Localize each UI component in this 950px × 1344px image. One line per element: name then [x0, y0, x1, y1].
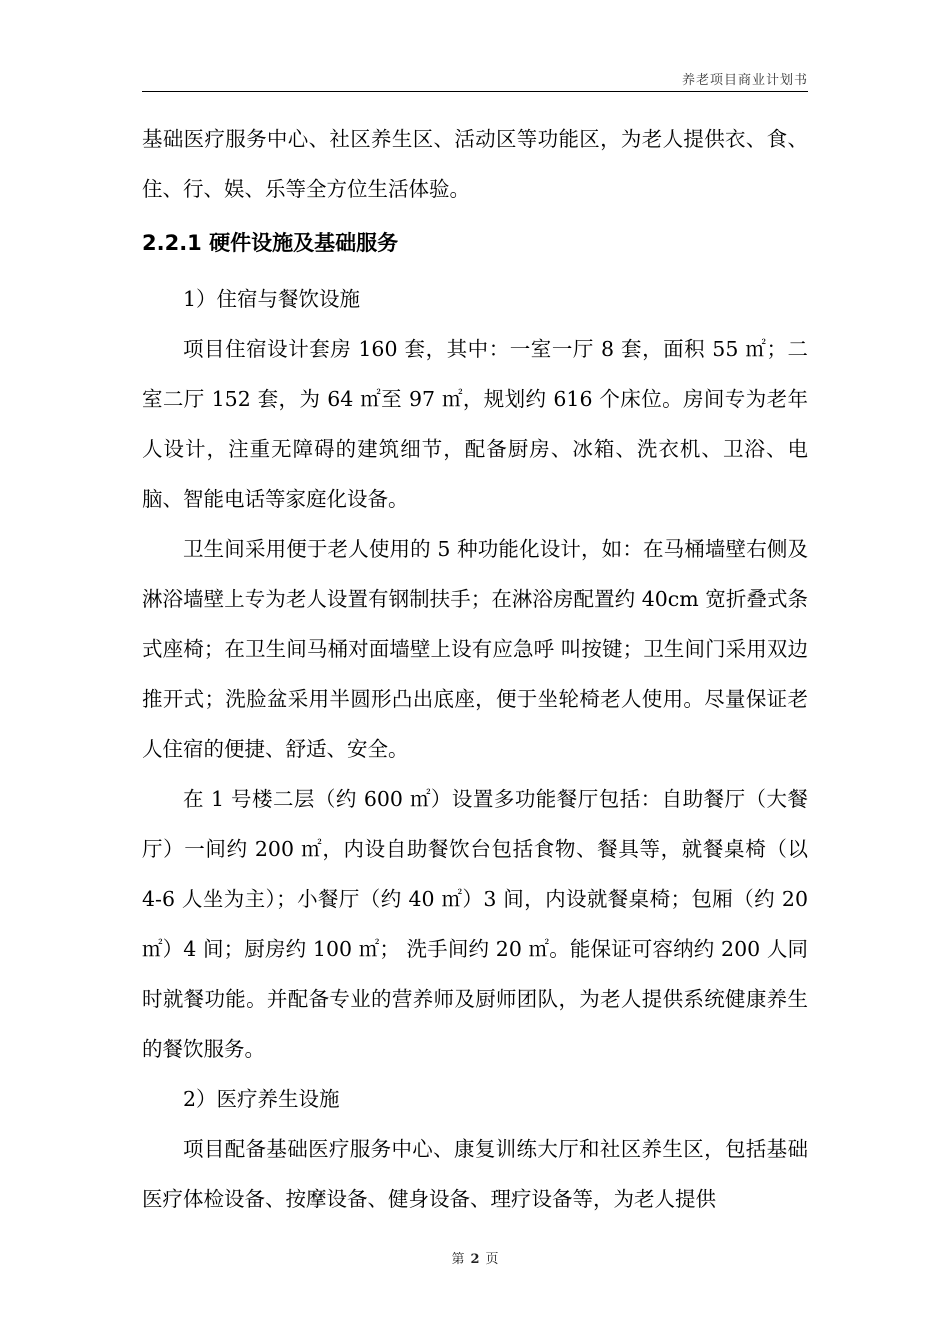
footer-suffix: 页: [485, 1252, 499, 1267]
header-divider: [142, 91, 808, 92]
paragraph-rooms: 项目住宿设计套房 160 套，其中：一室一厅 8 套，面积 55 ㎡；二室二厅 152 套，为 64 ㎡至 97 ㎡，规划约 616 个床位。房间专为老年人设计，注重无障碍的建筑细节，配备厨房、冰箱、洗衣机、卫浴、电脑、智能电话等家庭化设备。: [142, 337, 808, 511]
running-header: 养老项目商业计划书: [681, 73, 808, 88]
intro-paragraph: 基础医疗服务中心、社区养生区、活动区等功能区，为老人提供衣、食、住、行、娱、乐等全方位生活体验。: [142, 127, 808, 201]
paragraph-dining: 在 1 号楼二层（约 600 ㎡）设置多功能餐厅包括：自助餐厅（大餐厅）一间约 200 ㎡，内设自助餐饮台包括食物、餐具等，就餐桌椅（以 4-6 人坐为主）；小餐厅（约 40 ㎡）3 间，内设就餐桌椅；包厢（约 20 ㎡）4 间；厨房约 100 ㎡； 洗手间约 20 ㎡。能保证可容纳约 200 人同时就餐功能。并配备专业的营养师及厨师团队，为老人提供系统健康养生的餐饮服务。: [142, 787, 808, 1061]
section-heading: 2.2.1 硬件设施及基础服务: [142, 231, 399, 255]
paragraph-medical: 项目配备基础医疗服务中心、康复训练大厅和社区养生区，包括基础医疗体检设备、按摩设备、健身设备、理疗设备等，为老人提供: [142, 1137, 808, 1211]
footer-prefix: 第: [451, 1252, 465, 1267]
page-number: 2: [470, 1252, 480, 1267]
subheading-accommodation: 1）住宿与餐饮设施: [183, 287, 361, 311]
page-footer: [0, 1248, 950, 1267]
paragraph-bathroom: 卫生间采用便于老人使用的 5 种功能化设计，如：在马桶墙壁右侧及淋浴墙壁上专为老人设置有钢制扶手；在淋浴房配置约 40cm 宽折叠式条式座椅；在卫生间马桶对面墙壁上设有应急呼 叫按键；卫生间门采用双边推开式；洗脸盆采用半圆形凸出底座，便于坐轮椅老人使用。尽量保证老人住宿的便捷、舒适、安全。: [142, 537, 808, 761]
subheading-medical: 2）医疗养生设施: [183, 1087, 340, 1111]
page-body: [142, 114, 808, 1224]
